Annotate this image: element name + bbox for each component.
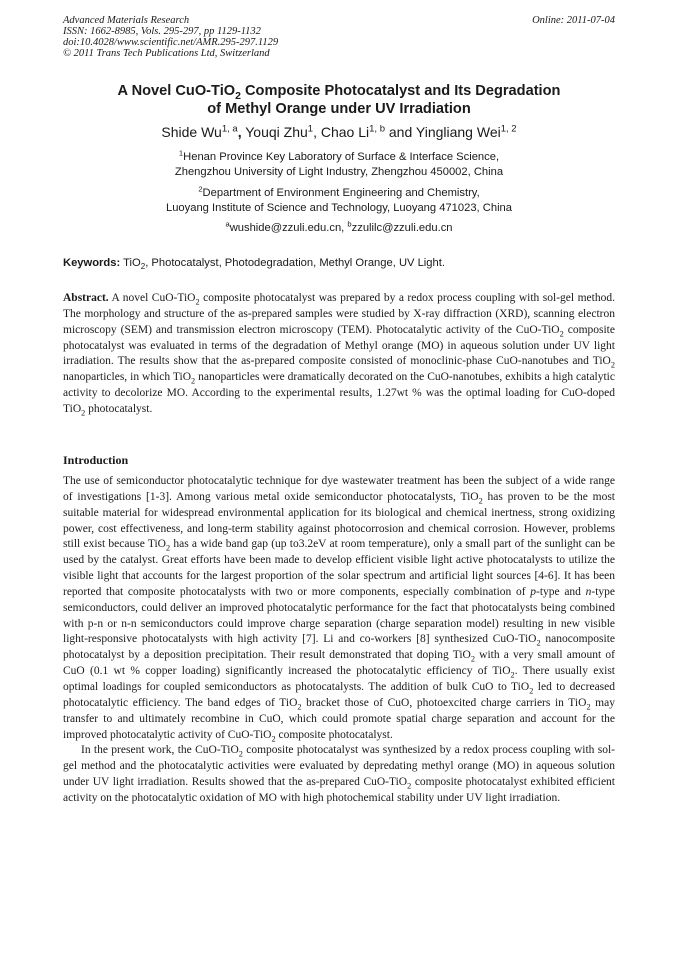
title-line-1 (40, 82, 638, 100)
section-heading-introduction: Introduction (63, 453, 129, 467)
abstract-text: nanoparticles were dramatically decorated on the CuO-nanotubes, exhibits a high catalytic activity to decolorize MO. According to the experimental results, 1.27wt % was the optimal loading for CuO-doped TiO (63, 371, 615, 415)
paper-title (40, 82, 638, 118)
copyright-line: © 2011 Trans Tech Publications Ltd, Switzerland (63, 48, 270, 59)
title-text-b: Composite Photocatalyst and Its Degradation (240, 83, 561, 99)
email-b: zzulilc@zzuli.edu.cn (351, 222, 453, 234)
author-2: Youqi Zhu (241, 124, 308, 140)
online-date: Online: 2011-07-04 (532, 15, 615, 26)
paragraph-text: nanocomposite photocatalyst by a deposition precipitation. Their result demonstrated that doping TiO (63, 633, 615, 662)
subscript: 2 (191, 376, 196, 386)
affiliation-1-text-1: Henan Province Key Laboratory of Surface & Interface Science, (183, 151, 500, 163)
paragraph-text: with a very small amount of CuO (0.1 wt % copper loading) significantly increased the photocatalytic efficiency of TiO (63, 649, 615, 678)
author-1-affiliation: 1, a (221, 123, 238, 135)
paragraph-text: . There usually exist optimal loadings for coupled semiconductors as photocatalysts. The addition of bulk CuO to TiO (63, 665, 615, 693)
author-3-affiliation: 1, b (369, 123, 385, 135)
subscript: 2 (297, 702, 302, 712)
subscript: 2 (271, 733, 276, 743)
italic-term: n (585, 585, 592, 598)
abstract-label: Abstract. (63, 292, 109, 304)
issn-line: ISSN: 1662-8985, Vols. 295-297, pp 1129-1132 (63, 26, 261, 37)
author-list (40, 123, 638, 141)
paragraph-text: composite photocatalyst was synthesized by a redox process coupling with sol-gel method and the photocatalytic activities were evaluated by depredating methyl orange (MO) in aqueous solution under UV light irradiation. Results showed that the as-prepared CuO-TiO (63, 744, 616, 789)
affiliation-1-line-2: Zhengzhou University of Light Industry, Zhengzhou 450002, China (174, 166, 504, 178)
keywords-label: Keywords: (63, 257, 121, 269)
email-a-marker: a (225, 219, 230, 229)
paragraph-text: has proven to be the most suitable material for widespread environmental application for its biological and chemical inertness, strong oxidizing power, cost effectiveness, and long-term stability against photocorrosion and chemical corrosion. However, problems still exist because TiO (63, 490, 615, 551)
subscript: 2 (165, 543, 171, 553)
author-emails (40, 221, 638, 236)
introduction-paragraph-1 (63, 474, 615, 743)
keywords-rest: , Photocatalyst, Photodegradation, Methyl Orange, UV Light. (145, 257, 445, 269)
author-1: Shide Wu (161, 124, 222, 140)
author-separator: , (237, 124, 242, 140)
subscript: 2 (559, 328, 564, 338)
affiliation-2-line-2: Luoyang Institute of Science and Technology, Luoyang 471023, China (165, 202, 513, 214)
subscript: 2 (407, 781, 412, 791)
subscript: 2 (586, 702, 591, 712)
author-2-affiliation: 1 (307, 123, 314, 135)
paragraph-text: has a wide band gap (up to3.2eV at room temperature), only a small part of the sunlight can be used by the catalyst. Great efforts have been made to develop efficient visible light active photocatalysts to utilize the visible light that accounts for the largest proportion of the solar spectrum and artificial light sources [4-6]. It has been reported that composite photocatalysts with two or more components, especially combination of (63, 538, 616, 598)
subscript: 2 (470, 654, 475, 664)
keyword-subscript: 2 (140, 262, 146, 272)
abstract-text: composite photocatalyst was evaluated in terms of the degradation of Methyl orange (MO) in aqueous solution under UV light irradiation. The results show that the as-prepared composite consisted of monoclinic-phase CuO-nanotubes and TiO (63, 323, 615, 368)
introduction-paragraph-2 (63, 743, 615, 806)
abstract (63, 291, 615, 418)
subscript: 2 (610, 360, 615, 370)
paragraph-text: bracket those of CuO, photoexcited charge carriers in TiO (301, 696, 587, 709)
introduction-body (63, 474, 615, 807)
affiliation-2-marker: 2 (198, 184, 203, 194)
affiliation-1 (40, 150, 638, 180)
abstract-text: A novel CuO-TiO (108, 292, 196, 304)
subscript: 2 (529, 686, 534, 696)
paragraph-text: -type and (536, 585, 586, 598)
title-line-2: of Methyl Orange under UV Irradiation (207, 101, 471, 117)
author-4-affiliation: 1, 2 (500, 123, 517, 135)
journal-header (63, 15, 615, 59)
doi-line: doi:10.4028/www.scientific.net/AMR.295-297.1129 (63, 37, 279, 48)
abstract-text: photocatalyst. (85, 402, 153, 415)
abstract-text: nanoparticles, in which TiO (63, 371, 192, 384)
journal-name: Advanced Materials Research (63, 15, 190, 26)
paragraph-text: In the present work, the CuO-TiO (81, 744, 239, 757)
abstract-text: composite photocatalyst was prepared by a redox process coupling with sol-gel method. The morphology and structure of the as-prepared samples were studied by X-ray diffraction (XRD), scanning electron microscopy (SEM) and transmission electron microscopy (TEM). Photocatalytic activity of the CuO-TiO (63, 292, 615, 336)
email-b-marker: b (347, 219, 352, 229)
subscript: 2 (195, 297, 200, 307)
author-separator: , (313, 124, 317, 140)
author-3: Chao Li (316, 124, 370, 140)
title-subscript: 2 (235, 89, 241, 102)
affiliation-2-line-1 (40, 186, 638, 201)
keywords (63, 256, 615, 270)
subscript: 2 (478, 496, 483, 506)
subscript: 2 (536, 638, 541, 648)
affiliation-1-marker: 1 (178, 148, 184, 158)
affiliation-2-text-1: Department of Environment Engineering and Chemistry, (202, 187, 480, 199)
paragraph-text: may transfer to and ultimately recombine in CuO, which could promote spatial charge separation and account for the improved photocatalytic activity of CuO-TiO (63, 696, 615, 741)
paragraph-text: led to decreased photocatalytic efficiency. The band edges of TiO (63, 680, 616, 709)
paragraph-text: The use of semiconductor photocatalytic technique for dye wastewater treatment has been the subject of a wide range of investigations [1-3]. Among various metal oxide semiconductor photocatalysts, TiO (63, 475, 615, 503)
affiliation-2 (40, 186, 638, 216)
italic-term: p (530, 585, 536, 598)
paragraph-text: composite photocatalyst. (275, 728, 393, 741)
paragraph-text: composite photocatalyst exhibited efficient activity on the photocatalytic oxidation of MO with high photochemical stability under UV light irradiation. (63, 776, 616, 804)
keyword-tio2: TiO (120, 257, 141, 269)
affiliation-1-line-1 (40, 150, 638, 165)
subscript: 2 (510, 670, 515, 680)
title-text-a: A Novel CuO-TiO (117, 83, 236, 99)
email-a: wushide@zzuli.edu.cn, (229, 222, 348, 234)
subscript: 2 (238, 749, 243, 759)
subscript: 2 (81, 408, 86, 418)
paragraph-text: -type semiconductors, could deliver an improved photocatalytic performance for the fact that photocatalysts being combined with p-n or n-n semiconductors could improve charge separation (charge separation model) resulting in new visible light-responsive photocatalysts with high activity [7]. Li and co-workers [8] synthesized CuO-TiO (63, 585, 615, 646)
author-4: and Yingliang Wei (385, 124, 501, 140)
